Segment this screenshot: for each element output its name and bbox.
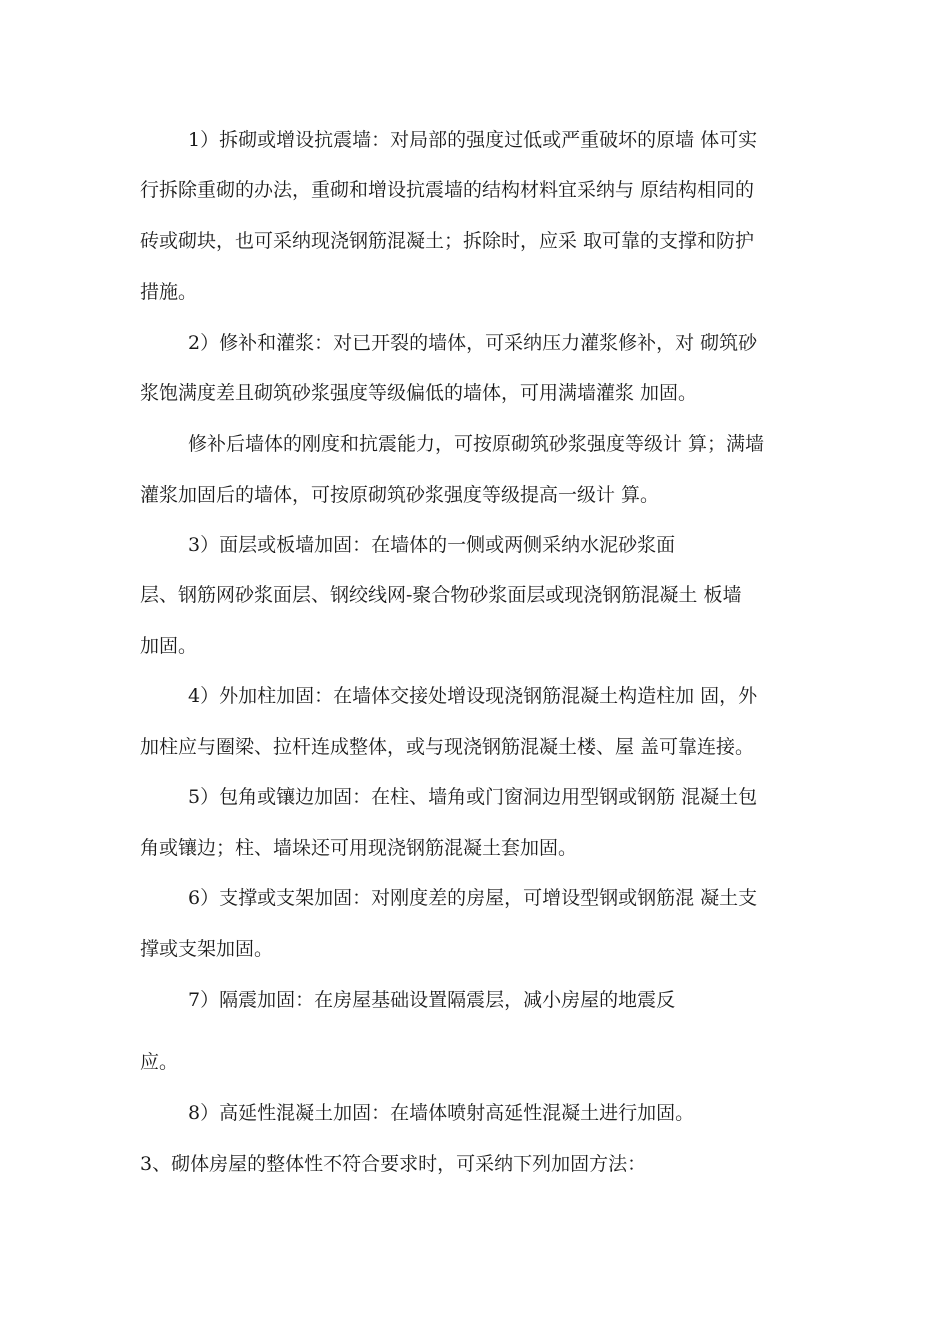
text-line: 角或镶边；柱、墙垛还可用现浇钢筋混凝土套加固。: [140, 837, 578, 859]
text-line: 撑或支架加固。: [140, 938, 274, 960]
text-line: 4）外加柱加固：在墙体交接处增设现浇钢筋混凝土构造柱加 固，外: [188, 685, 758, 707]
text-line: 3、砌体房屋的整体性不符合要求时，可采纳下列加固方法：: [140, 1153, 647, 1175]
text-line: 行拆除重砌的办法，重砌和增设抗震墙的结构材料宜采纳与 原结构相同的: [140, 179, 755, 201]
text-line: 7）隔震加固：在房屋基础设置隔震层，减小房屋的地震反: [188, 989, 676, 1011]
text-line: 加固。: [140, 635, 198, 657]
text-line: 6）支撑或支架加固：对刚度差的房屋，可增设型钢或钢筋混 凝土支: [188, 887, 758, 909]
text-line: 砖或砌块，也可采纳现浇钢筋混凝土；拆除时，应采 取可靠的支撑和防护: [140, 230, 755, 252]
text-line: 1）拆砌或增设抗震墙：对局部的强度过低或严重破坏的原墙 体可实: [188, 129, 758, 151]
text-line: 2）修补和灌浆：对已开裂的墙体，可采纳压力灌浆修补，对 砌筑砂: [188, 332, 758, 354]
text-line: 浆饱满度差且砌筑砂浆强度等级偏低的墙体，可用满墙灌浆 加固。: [140, 382, 698, 404]
text-line: 修补后墙体的刚度和抗震能力，可按原砌筑砂浆强度等级计 算；满墙: [188, 433, 765, 455]
text-line: 层、钢筋网砂浆面层、钢绞线网-聚合物砂浆面层或现浇钢筋混凝土 板墙: [140, 584, 742, 606]
text-line: 应。: [140, 1051, 179, 1073]
text-line: 措施。: [140, 281, 198, 303]
text-line: 加柱应与圈梁、拉杆连成整体，或与现浇钢筋混凝土楼、屋 盖可靠连接。: [140, 736, 755, 758]
text-line: 灌浆加固后的墙体，可按原砌筑砂浆强度等级提高一级计 算。: [140, 484, 660, 506]
text-line: 8）高延性混凝土加固：在墙体喷射高延性混凝土进行加固。: [188, 1102, 695, 1124]
text-line: 3）面层或板墙加固：在墙体的一侧或两侧采纳水泥砂浆面: [188, 534, 676, 556]
text-line: 5）包角或镶边加固：在柱、墙角或门窗洞边用型钢或钢筋 混凝土包: [188, 786, 758, 808]
